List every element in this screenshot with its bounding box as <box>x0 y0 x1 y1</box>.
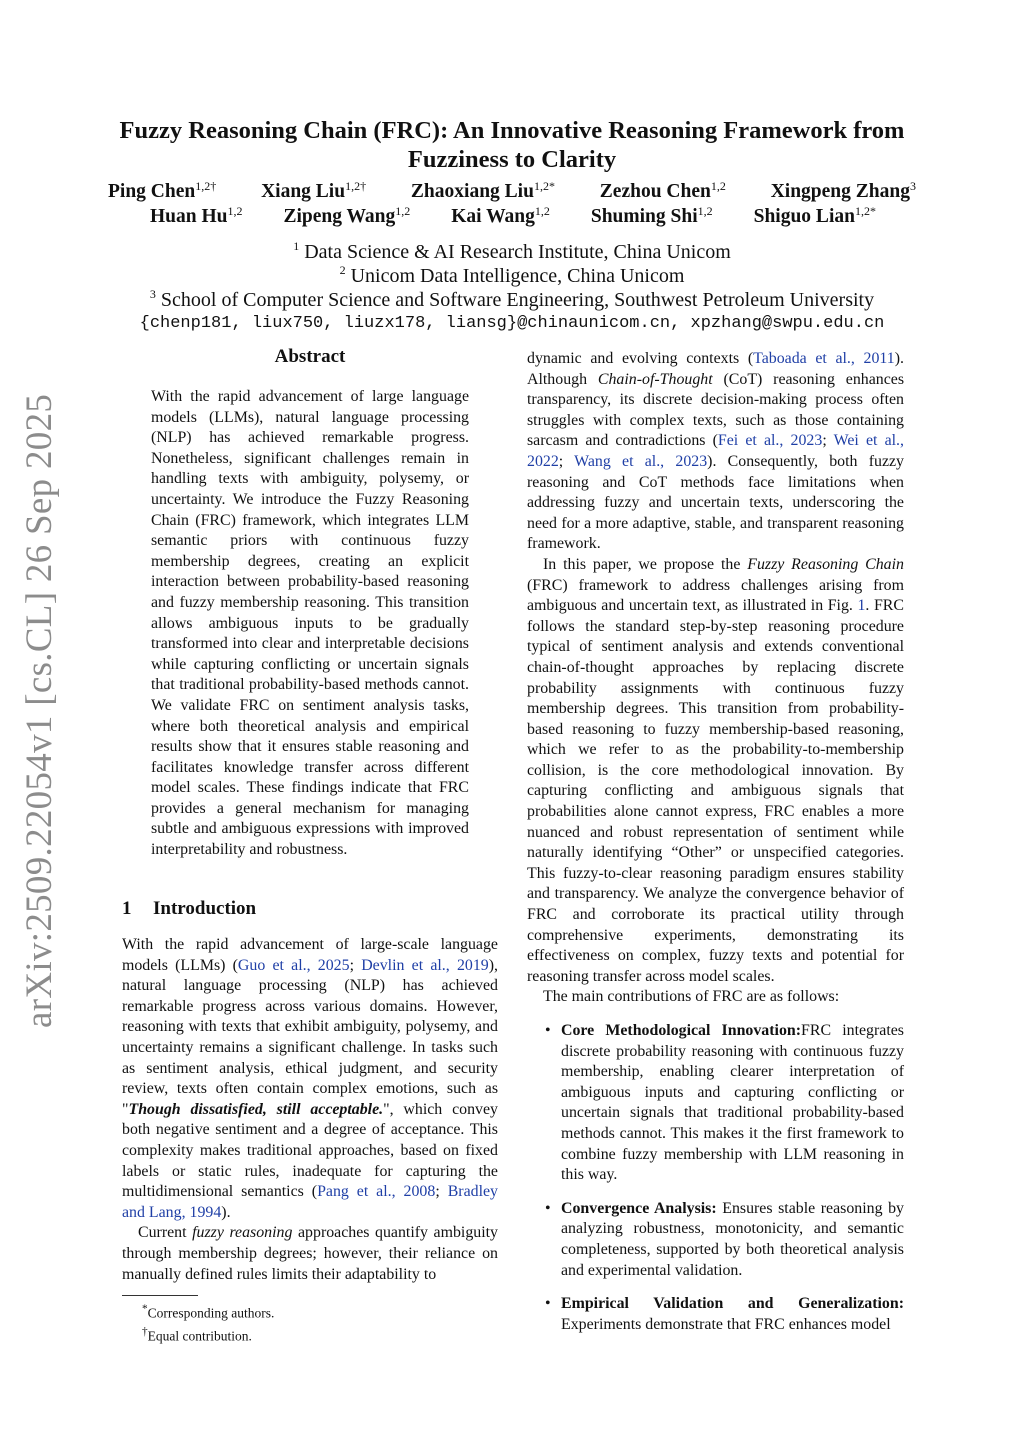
list-item: • Empirical Validation and Generalization: Experiments demonstrate that FRC enhances model <box>545 1295 904 1333</box>
author: Kai Wang$^{1,2}$ <box>451 204 550 227</box>
section-heading-introduction: 1 Introduction <box>122 898 257 919</box>
arxiv-identifier: arXiv:2509.22054v1 [cs.CL] 26 Sep 2025 <box>19 393 60 1028</box>
intro-paragraph-4: In this paper, we propose the Fuzzy Reasoning Chain (FRC) framework to address challenges arising from ambiguous and uncertain text, as illustrated in Fig. 1. FRC follows the standard step-by-step reasoning procedure typical of sentiment analysis and extends conventional chain-of-thought approaches by replacing discrete probability assignments with continuous fuzzy membership degrees. This transition from probability-based reasoning to fuzzy membership-based reasoning, which we refer to as the probability-to-membership collision, is the core methodological innovation. By capturing conflicting and ambiguous signals that probabilities alone cannot express, FRC enables a more nuanced and robust representation of sentiment while naturally identifying “Other” or unspecified categories. This fuzzy-to-clear reasoning paradigm ensures stability and transparency. We analyze the convergence behavior of FRC and corroborate its practical utility through comprehensive experiments, demonstrating its effectiveness on complex, fuzzy texts and potential for reasoning transfer across model scales. <box>527 555 904 985</box>
abstract-text: With the rapid advancement of large language models (LLMs), natural language processing (NLP) has achieved remarkable progress. Nonetheless, significant challenges remain in handling texts with ambiguity, polysemy, or uncertainty. We introduce the Fuzzy Reasoning Chain (FRC) framework, which integrates LLM semantic priors with continuous fuzzy membership degrees, creating an explicit interaction between probability-based reasoning and fuzzy membership reasoning. This transition allows ambiguous inputs to be gradually transformed into clear and interpretable decisions while capturing conflicting or uncertain signals that traditional probability-based methods cannot. We validate FRC on sentiment analysis tasks, where both theoretical analysis and empirical results show that it ensures stable reasoning and facilitates knowledge transfer across different model scales. These findings indicate that FRC provides a general mechanism for managing subtle and ambiguous expressions with improved interpretability and robustness. <box>151 388 469 859</box>
intro-paragraph-3: dynamic and evolving contexts (Taboada et al., 2011). Although Chain-of-Thought (CoT) reasoning enhances transparency, its discrete decision-making process often struggles with complex texts, such as those containing sarcasm and contradictions (Fei et al., 2023; Wei et al., 2022; Wang et al., 2023). Consequently, both fuzzy reasoning and CoT methods face limitations when addressing fuzzy and uncertain texts, underscoring the need for a more adaptive, stable, and transparent reasoning framework. <box>527 350 904 553</box>
figure-reference-link[interactable]: 1 <box>857 597 866 615</box>
list-item: • Core Methodological Innovation:FRC integrates discrete probability reasoning with continuous fuzzy membership, enabling clearer interpretation of ambiguous inputs and capturing conflicting or uncertain signals that traditional probability-based methods cannot. This makes it the first framework to combine fuzzy membership with LLM reasoning in this way. <box>545 1022 904 1184</box>
affiliation-2: $^2$ Unicom Data Intelligence, China Unicom <box>339 263 685 287</box>
paper-title: Fuzzy Reasoning Chain (FRC): An Innovative Reasoning Framework from Fuzziness to Clarity <box>119 117 905 173</box>
footnote: *Corresponding authors. <box>142 1303 275 1321</box>
citation-link[interactable]: Bradley and Lang, 1994 <box>122 1183 498 1221</box>
author-emails: {chenp181, liux750, liuzx178, liansg}@chinaunicom.cn, xpzhang@swpu.edu.cn <box>139 314 885 333</box>
intro-paragraph-2: Current fuzzy reasoning approaches quantify ambiguity through membership degrees; however, their reliance on manually defined rules limits their adaptability to <box>122 1224 498 1283</box>
author-row-1 <box>108 181 916 203</box>
author: Ping Chen$^{1,2\dagger}$ <box>108 179 217 202</box>
author: Huan Hu$^{1,2}$ <box>150 204 243 227</box>
contributions-list <box>527 1021 904 1335</box>
introduction-left-column <box>122 935 498 1285</box>
footnote: †Equal contribution. <box>142 1325 252 1343</box>
author: Xiang Liu$^{1,2\dagger}$ <box>261 179 367 202</box>
citation-link[interactable]: Guo et al., 2025 <box>237 956 350 974</box>
contributions-intro: The main contributions of FRC are as follows: <box>543 988 840 1006</box>
footnote-divider <box>122 1295 198 1296</box>
footnotes <box>142 1300 274 1345</box>
list-item: • Convergence Analysis: Ensures stable reasoning by analyzing robustness, monotonicity, and semantic completeness, supported by both theoretical analysis and experimental validation. <box>545 1199 905 1279</box>
citation-link[interactable]: Wang et al., 2023 <box>574 452 708 470</box>
author: Shiguo Lian$^{1,2*}$ <box>753 204 876 227</box>
citation-link[interactable]: Wei et al., 2022 <box>527 432 904 470</box>
affiliation-1: $^1$ Data Science & AI Research Institute, China Unicom <box>293 239 731 263</box>
citation-link[interactable]: Devlin et al., 2019 <box>361 956 489 974</box>
citation-link[interactable]: Pang et al., 2008 <box>317 1183 436 1201</box>
intro-paragraph-1: With the rapid advancement of large-scale language models (LLMs) (Guo et al., 2025; Devlin et al., 2019), natural language processing (NLP) has achieved remarkable progress across various domains. However, reasoning with texts that exhibit ambiguity, polysemy, and uncertainty remains a significant challenge. In tasks such as sentiment analysis, ethical judgment, and security review, texts often contain complex emotions, such as "Though dissatisfied, still acceptable.", which convey both negative sentiment and a degree of acceptance. This complexity makes traditional approaches, based on fixed labels or static rules, inadequate for capturing the multidimensional semantics (Pang et al., 2008; Bradley and Lang, 1994). <box>122 936 498 1221</box>
author-row-2 <box>150 206 876 228</box>
author: Xingpeng Zhang$^3$ <box>770 179 916 202</box>
author: Zhaoxiang Liu$^{1,2*}$ <box>410 179 555 202</box>
right-column <box>527 349 904 1335</box>
abstract-heading: Abstract <box>274 346 346 367</box>
author: Zezhou Chen$^{1,2}$ <box>599 179 726 202</box>
abstract-body <box>151 387 469 861</box>
author: Zipeng Wang$^{1,2}$ <box>283 204 411 227</box>
citation-link[interactable]: Fei et al., 2023 <box>717 432 823 450</box>
citation-link[interactable]: Taboada et al., 2011 <box>753 350 895 367</box>
author: Shuming Shi$^{1,2}$ <box>590 204 713 227</box>
affiliation-3: $^3$ School of Computer Science and Software Engineering, Southwest Petroleum University <box>149 287 875 311</box>
